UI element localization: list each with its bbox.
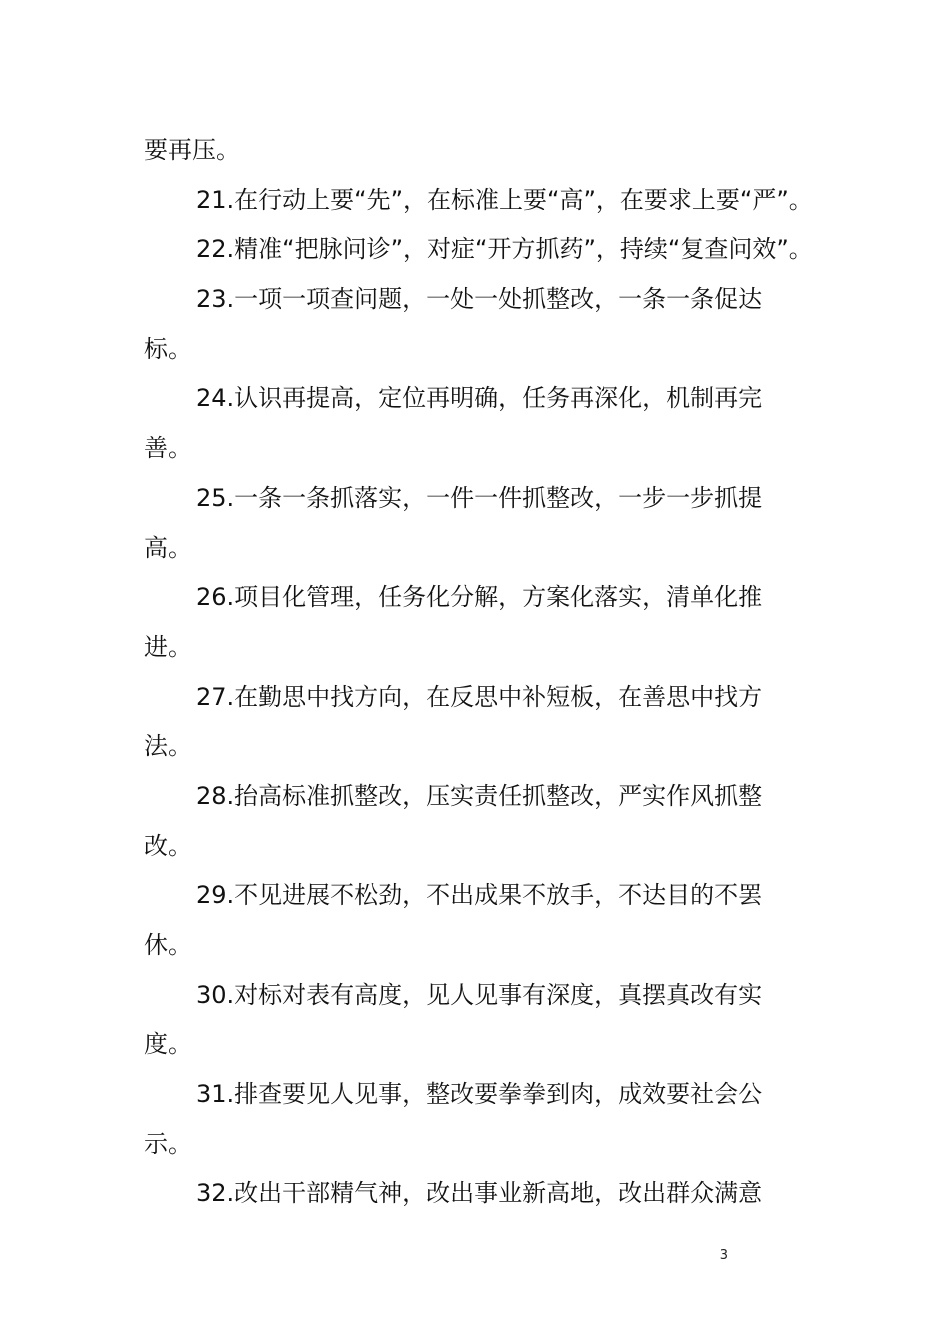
text-line: 高。	[144, 533, 192, 562]
text-line: 休。	[144, 931, 192, 959]
list-item-23: 23.一项一项查问题，一处一处抓整改，一条一条促达	[196, 285, 763, 314]
text-line: 善。	[144, 434, 192, 463]
list-item-24: 24.认识再提高，定位再明确，任务再深化，机制再完	[196, 384, 763, 413]
text-line: 标。	[144, 334, 192, 363]
list-item-32: 32.改出干部精气神，改出事业新高地，改出群众满意	[196, 1179, 763, 1208]
text-line: 度。	[144, 1030, 192, 1059]
text-line: 进。	[144, 632, 192, 661]
list-item-29: 29.不见进展不松劲，不出成果不放手，不达目的不罢	[196, 881, 763, 910]
text-line: 要再压。	[144, 136, 240, 164]
list-item-31: 31.排查要见人见事，整改要拳拳到肉，成效要社会公	[196, 1080, 763, 1109]
text-line: 法。	[144, 732, 192, 761]
list-item-27: 27.在勤思中找方向，在反思中补短板，在善思中找方	[196, 682, 763, 711]
list-item-25: 25.一条一条抓落实，一件一件抓整改，一步一步抓提	[196, 483, 763, 512]
text-line: 改。	[144, 831, 192, 860]
list-item-30: 30.对标对表有高度，见人见事有深度，真摆真改有实	[196, 980, 763, 1009]
list-item-22: 22.精准“把脉问诊”，对症“开方抓药”，持续“复查问效”。	[196, 235, 813, 264]
page-number: 3	[719, 1248, 728, 1263]
document-body	[144, 126, 813, 1219]
list-item-28: 28.抬高标准抓整改，压实责任抓整改，严实作风抓整	[196, 781, 763, 810]
list-item-26: 26.项目化管理，任务化分解，方案化落实，清单化推	[196, 583, 763, 612]
list-item-21: 21.在行动上要“先”，在标准上要“高”，在要求上要“严”。	[196, 185, 813, 214]
text-line: 示。	[144, 1129, 192, 1158]
